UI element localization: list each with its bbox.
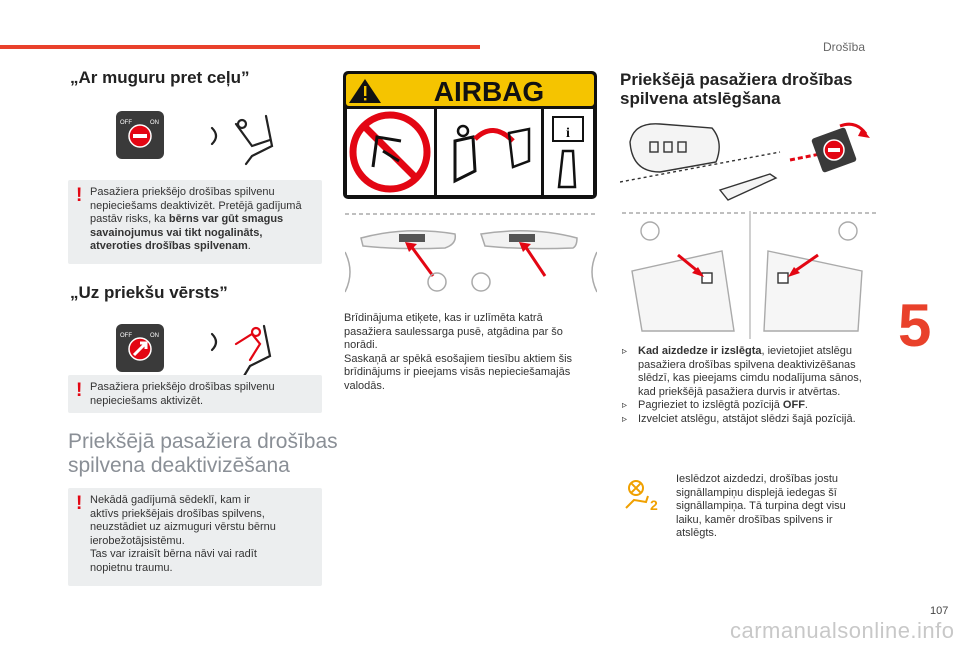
heading-line-2: spilvena deaktivizēšana bbox=[68, 454, 290, 477]
note-line: atslēgts. bbox=[676, 527, 717, 539]
airbag-warning-label bbox=[343, 71, 597, 199]
note-line: signāllampiņu displejā iedegas šī bbox=[676, 486, 837, 499]
warning-exclamation-icon: ! bbox=[76, 493, 83, 514]
warning-line: aktīvs priekšējais drošības spilvens, bbox=[90, 507, 265, 520]
procedure-steps bbox=[622, 345, 880, 426]
paragraph-line: Brīdinājuma etiķete, kas ir uzlīmēta katrā bbox=[344, 312, 543, 324]
switch-off-label: OFF bbox=[120, 120, 132, 126]
watermark: carmanualsonline.info bbox=[730, 618, 955, 643]
warning-lamp-note bbox=[676, 473, 876, 541]
step-3 bbox=[622, 413, 880, 427]
header-accent-bar bbox=[0, 45, 480, 49]
step-2 bbox=[622, 399, 880, 413]
paragraph-line: valodās. bbox=[344, 379, 385, 392]
rear-facing-seat-icon bbox=[206, 110, 284, 170]
note-line: Ieslēdzot aizdedzi, drošības jostu bbox=[676, 473, 839, 485]
forward-facing-seat-icon bbox=[206, 322, 284, 382]
step-2-end: . bbox=[804, 399, 808, 411]
heading-line-1: Priekšējā pasažiera drošības bbox=[620, 70, 853, 89]
warning-line: neuzstādiet uz aizmuguri vērstu bērnu bbox=[90, 521, 276, 533]
warning-line: Nekādā gadījumā sēdeklī, kam ir bbox=[90, 494, 251, 506]
switch-off-label-2: OFF bbox=[120, 333, 132, 339]
label-description-paragraph bbox=[344, 312, 598, 393]
key-switch-illustration bbox=[620, 112, 878, 204]
step-3-text: Izvelciet atslēgu, atstājot slēdzi šajā pozīcijā. bbox=[638, 412, 856, 425]
note-line: laiku, kamēr drošības spilvens ir bbox=[676, 513, 833, 526]
icon-number: 2 bbox=[650, 497, 658, 513]
switch-on-label-2: ON bbox=[150, 333, 159, 339]
warning-text-bold: bērns var gūt smagus savainojumus vai tikt nogalināts, atveroties drošības spilvenam bbox=[90, 213, 284, 252]
warning-text: Pasažiera priekšējo drošības spilvenu nepieciešams aktivizēt. bbox=[90, 381, 275, 407]
heading-deactivation bbox=[68, 430, 338, 478]
heading-forward-facing: „Uz priekšu vērsts” bbox=[70, 283, 228, 302]
page-number: 107 bbox=[930, 605, 949, 617]
step-2-bold: OFF bbox=[782, 399, 805, 411]
warning-box-front bbox=[68, 375, 322, 413]
section-title: Drošība bbox=[823, 40, 866, 54]
step-1-text: , ievietojiet atslēgu pasažiera drošības spilvena deaktivizēšanas slēdzī, kas pieejams cimdu nodalījuma sānos, kad priekšējā pasažiera durvis ir atvērtas. bbox=[638, 345, 862, 398]
warning-text-end: . bbox=[247, 240, 251, 252]
warning-box-deactivation bbox=[68, 488, 322, 586]
warning-box-rear bbox=[68, 180, 322, 264]
warning-text: Pasažiera priekšējo drošības spilvenu nepieciešams deaktivizēt. Pretējā gadījumā pastāv risks, ka bbox=[90, 186, 302, 225]
svg-text:i: i bbox=[566, 126, 570, 141]
note-line: signāllampiņa. Tā turpina degt visu bbox=[676, 500, 846, 512]
chapter-number: 5 bbox=[898, 292, 932, 359]
heading-line-2: spilvena atslēgšana bbox=[620, 89, 781, 108]
warning-line: Tas var izraisīt bērna nāvi vai radīt bbox=[90, 548, 257, 560]
heading-line-1: Priekšējā pasažiera drošības bbox=[68, 430, 338, 453]
heading-neutralisation bbox=[620, 70, 852, 108]
airbag-switch-off-icon bbox=[116, 111, 164, 159]
airbag-switch-on-icon bbox=[116, 324, 164, 372]
step-2-text: Pagrieziet to izslēgtā pozīcijā bbox=[638, 399, 783, 411]
paragraph-line: brīdinājums ir pieejams visās nepieciešamajās bbox=[344, 366, 571, 378]
warning-line: ierobežotājsistēmu. bbox=[90, 534, 185, 547]
sun-visor-illustration bbox=[345, 212, 597, 304]
switch-on-label: ON bbox=[150, 120, 159, 126]
paragraph-line: pasažiera saulessarga pusē, atgādina par šo bbox=[344, 325, 563, 338]
warning-line: nopietnu traumu. bbox=[90, 561, 173, 574]
dashboard-switch-location-illustration bbox=[622, 211, 878, 339]
paragraph-line: norādi. bbox=[344, 339, 378, 351]
step-1-bold: Kad aizdedze ir izslēgta bbox=[638, 345, 762, 357]
chapter-tab bbox=[890, 286, 960, 366]
warning-exclamation-icon: ! bbox=[76, 185, 83, 206]
step-1 bbox=[622, 345, 880, 399]
warning-exclamation-icon: ! bbox=[76, 380, 83, 401]
paragraph-line: Saskaņā ar spēkā esošajiem tiesību aktiem šis bbox=[344, 352, 573, 365]
heading-rear-facing: „Ar muguru pret ceļu” bbox=[70, 68, 250, 87]
airbag-off-warning-lamp-icon bbox=[622, 478, 662, 514]
airbag-label-text: AIRBAG bbox=[433, 76, 545, 107]
